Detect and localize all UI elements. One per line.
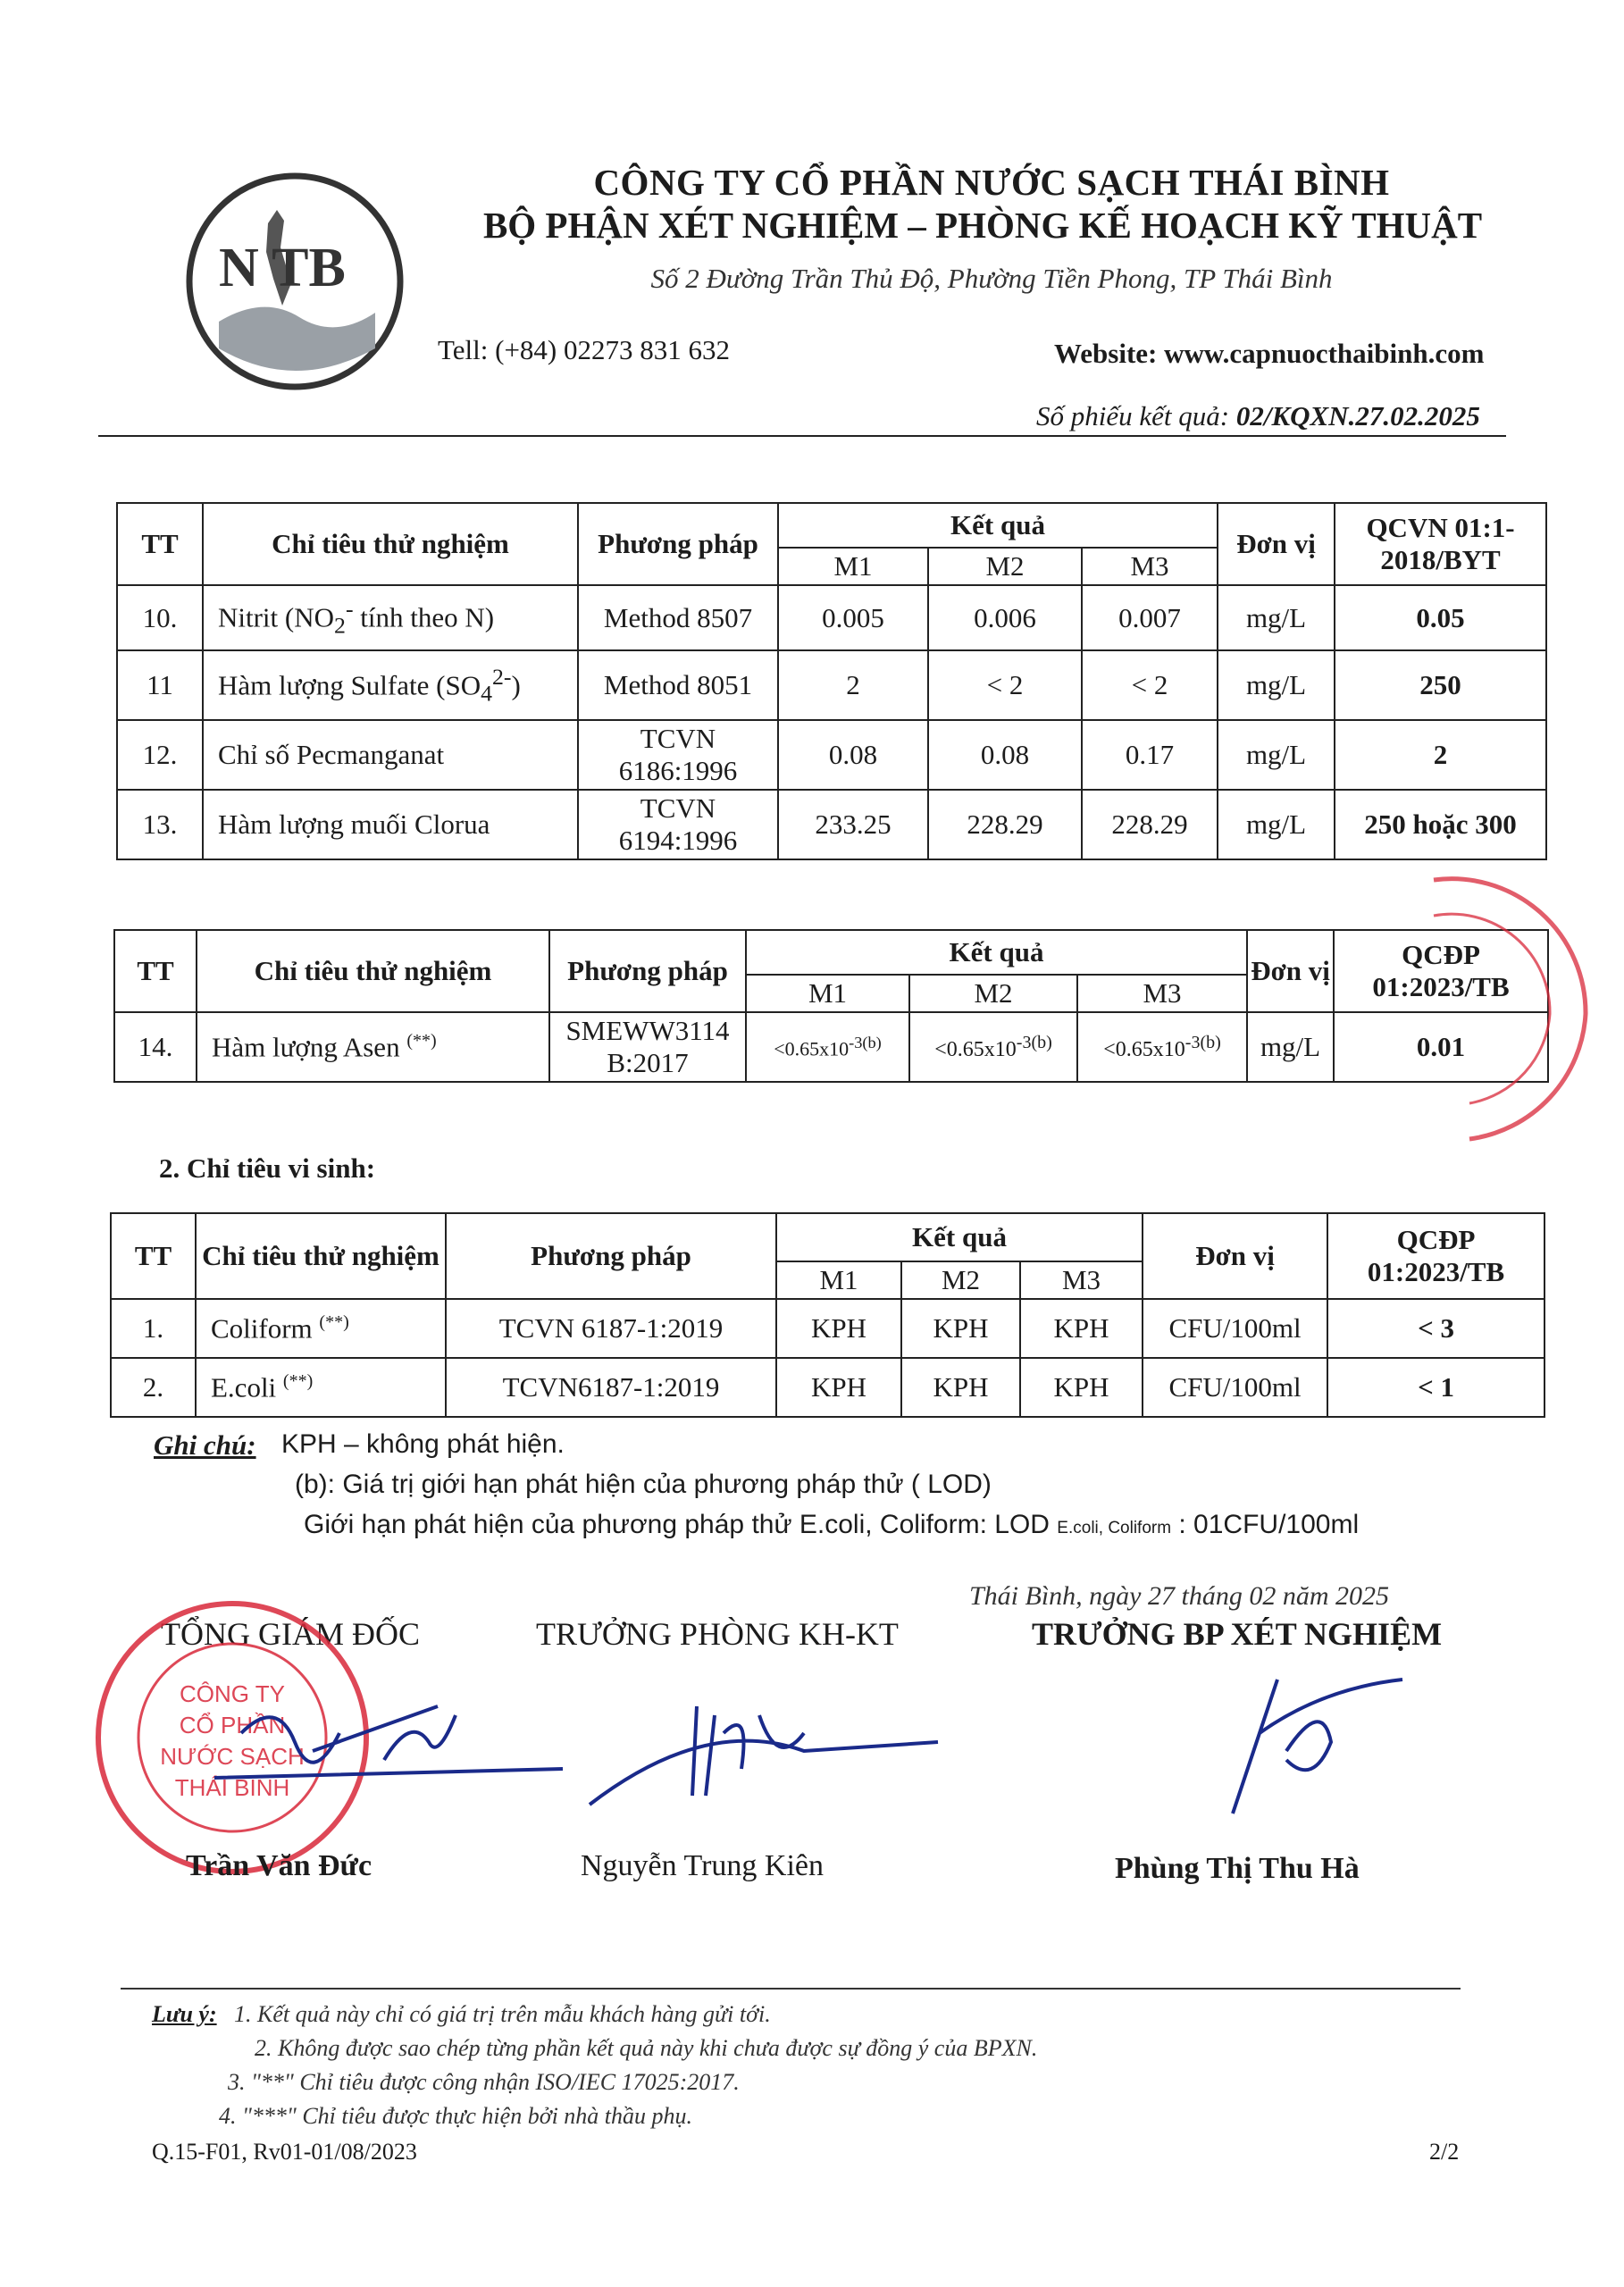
header-m2: M2 (928, 548, 1082, 585)
cell-m1: KPH (776, 1299, 901, 1358)
header-method: Phương pháp (446, 1213, 776, 1299)
header-tt: TT (117, 503, 203, 585)
cell-parameter: Hàm lượng Asen (**) (197, 1012, 549, 1082)
cell-m3: 0.17 (1082, 720, 1218, 790)
micro-section-heading: 2. Chỉ tiêu vi sinh: (159, 1152, 376, 1184)
cell-parameter: Hàm lượng Sulfate $(SO_4^{2-})$ (203, 650, 578, 720)
cell-tt: 1. (111, 1299, 196, 1358)
cell-m2: 228.29 (928, 790, 1082, 859)
note-lod-limit (304, 1510, 1359, 1540)
result-number (1036, 400, 1480, 432)
signature-head-kh-kt (572, 1680, 947, 1814)
table-row (111, 1299, 1544, 1358)
form-code: Q.15-F01, Rv01-01/08/2023 (152, 2139, 417, 2165)
header-divider (98, 435, 1506, 437)
company-tel: Tell: (+84) 02273 831 632 (438, 334, 730, 365)
cell-m2: < 2 (928, 650, 1082, 720)
footnote-4: 4. "***" Chỉ tiêu được thực hiện bởi nhà thầu phụ. (219, 2103, 693, 2129)
microbiology-results-table (110, 1212, 1545, 1418)
signer-title-head-lab: TRƯỞNG BP XÉT NGHIỆM (1032, 1616, 1443, 1652)
arsenic-results-table (113, 929, 1549, 1083)
company-address: Số 2 Đường Trần Thủ Độ, Phường Tiền Phong, TP Thái Bình (650, 263, 1333, 294)
table-row (117, 790, 1546, 859)
footnote-2: 2. Không được sao chép từng phần kết quả này khi chưa được sự đồng ý của BPXN. (255, 2035, 1038, 2061)
cell-m2: KPH (901, 1358, 1020, 1417)
cell-m2: $<0.65x10^{-3(b)}$ (909, 1012, 1077, 1082)
header-parameter: Chỉ tiêu thử nghiệm (203, 503, 578, 585)
header-m1: M1 (776, 1261, 901, 1299)
cell-parameter: Hàm lượng muối Clorua (203, 790, 578, 859)
cell-tt: 2. (111, 1358, 196, 1417)
cell-m1: 233.25 (778, 790, 928, 859)
cell-parameter: Chỉ số Pecmanganat (203, 720, 578, 790)
result-number-label: Số phiếu kết quả: (1036, 400, 1230, 431)
signer-title-head-kh-kt: TRƯỞNG PHÒNG KH-KT (536, 1616, 899, 1652)
header-parameter: Chỉ tiêu thử nghiệm (196, 1213, 446, 1299)
signer-name-director: Trần Văn Đức (186, 1849, 373, 1882)
note-lod-text: Giới hạn phát hiện của phương pháp thử E.coli, Coliform: LOD (304, 1510, 1050, 1539)
header-m3: M3 (1020, 1261, 1143, 1299)
cell-tt: 14. (114, 1012, 197, 1082)
table-row (117, 650, 1546, 720)
result-number-value: 02/KQXN.27.02.2025 (1235, 400, 1480, 431)
note-kph: KPH – không phát hiện. (281, 1429, 565, 1459)
cell-method: Method 8051 (578, 650, 778, 720)
cell-m1: KPH (776, 1358, 901, 1417)
header-method: Phương pháp (578, 503, 778, 585)
footnote-1: 1. Kết quả này chỉ có giá trị trên mẫu khách hàng gửi tới. (234, 2001, 771, 2027)
cell-m3: 0.007 (1082, 585, 1218, 650)
header-method: Phương pháp (549, 930, 746, 1012)
note-lod-subscript: E.coli, Coliform (1057, 1519, 1172, 1537)
cell-tt: 12. (117, 720, 203, 790)
cell-method: TCVN 6194:1996 (578, 790, 778, 859)
company-name: CÔNG TY CỔ PHẦN NƯỚC SẠCH THÁI BÌNH (593, 162, 1390, 203)
table-row (117, 585, 1546, 650)
svg-text:NƯỚC SẠCH: NƯỚC SẠCH (160, 1743, 305, 1770)
cell-m3: KPH (1020, 1299, 1143, 1358)
department-name: BỘ PHẬN XÉT NGHIỆM – PHÒNG KẾ HOẠCH KỸ THUẬT (482, 205, 1483, 246)
header-m2: M2 (909, 975, 1077, 1012)
header-result: Kết quả (778, 503, 1218, 548)
table-row (111, 1358, 1544, 1417)
cell-standard: 250 (1335, 650, 1546, 720)
header-standard: QCĐP 01:2023/TB (1327, 1213, 1544, 1299)
header-result: Kết quả (776, 1213, 1143, 1261)
note-lod-value: : 01CFU/100ml (1178, 1510, 1360, 1539)
cell-m3: $<0.65x10^{-3(b)}$ (1077, 1012, 1247, 1082)
header-result: Kết quả (746, 930, 1247, 975)
cell-m2: KPH (901, 1299, 1020, 1358)
cell-method: TCVN6187-1:2019 (446, 1358, 776, 1417)
header-unit: Đơn vị (1247, 930, 1334, 1012)
cell-standard: 250 hoặc 300 (1335, 790, 1546, 859)
header-tt: TT (111, 1213, 196, 1299)
cell-method: TCVN 6187-1:2019 (446, 1299, 776, 1358)
svg-text:CỔ PHẦN: CỔ PHẦN (179, 1712, 286, 1738)
note-lod: (b): Giá trị giới hạn phát hiện của phương pháp thử ( LOD) (295, 1470, 992, 1499)
footer-divider (121, 1988, 1461, 1990)
cell-method: TCVN 6186:1996 (578, 720, 778, 790)
seal-stamp-partial (1416, 871, 1595, 1148)
header-m1: M1 (778, 548, 928, 585)
header-m3: M3 (1077, 975, 1247, 1012)
cell-parameter: Coliform (**) (196, 1299, 446, 1358)
cell-unit: mg/L (1218, 790, 1335, 859)
cell-m1: 2 (778, 650, 928, 720)
signature-date: Thái Bình, ngày 27 tháng 02 năm 2025 (969, 1581, 1389, 1611)
table-row (114, 1012, 1548, 1082)
cell-tt: 13. (117, 790, 203, 859)
cell-m3: 228.29 (1082, 790, 1218, 859)
header-parameter: Chỉ tiêu thử nghiệm (197, 930, 549, 1012)
signer-title-director: TỔNG GIÁM ĐỐC (161, 1616, 420, 1652)
signer-name-head-lab: Phùng Thị Thu Hà (1115, 1852, 1360, 1885)
header-m3: M3 (1082, 548, 1218, 585)
cell-unit: CFU/100ml (1143, 1299, 1327, 1358)
signer-name-head-kh-kt: Nguyễn Trung Kiên (581, 1849, 825, 1882)
header-unit: Đơn vị (1143, 1213, 1327, 1299)
cell-tt: 10. (117, 585, 203, 650)
signature-director (205, 1680, 581, 1814)
cell-unit: mg/L (1218, 650, 1335, 720)
logo-letters: N TB (219, 238, 346, 298)
cell-method: Method 8507 (578, 585, 778, 650)
cell-m2: 0.006 (928, 585, 1082, 650)
company-website: Website: www.capnuocthaibinh.com (1054, 338, 1485, 369)
cell-standard: 0.05 (1335, 585, 1546, 650)
cell-method: SMEWW3114 B:2017 (549, 1012, 746, 1082)
header-standard: QCĐP 01:2023/TB (1334, 930, 1548, 1012)
header-standard: QCVN 01:1-2018/BYT (1335, 503, 1546, 585)
chemical-results-table (116, 502, 1547, 860)
signature-head-lab (1179, 1662, 1447, 1822)
page-number: 2/2 (1429, 2139, 1460, 2165)
cell-m3: KPH (1020, 1358, 1143, 1417)
cell-standard: < 3 (1327, 1299, 1544, 1358)
cell-m3: < 2 (1082, 650, 1218, 720)
cell-parameter: E.coli (**) (196, 1358, 446, 1417)
cell-unit: mg/L (1247, 1012, 1334, 1082)
cell-m1: $<0.65x10^{-3(b)}$ (746, 1012, 909, 1082)
header-m1: M1 (746, 975, 909, 1012)
footnote-3: 3. "**" Chỉ tiêu được công nhận ISO/IEC 17025:2017. (228, 2069, 740, 2095)
cell-m2: 0.08 (928, 720, 1082, 790)
header-tt: TT (114, 930, 197, 1012)
header-unit: Đơn vị (1218, 503, 1335, 585)
cell-standard: 0.01 (1334, 1012, 1548, 1082)
svg-text:THÁI BÌNH: THÁI BÌNH (174, 1774, 290, 1801)
cell-m1: 0.005 (778, 585, 928, 650)
cell-unit: CFU/100ml (1143, 1358, 1327, 1417)
header-m2: M2 (901, 1261, 1020, 1299)
cell-standard: 2 (1335, 720, 1546, 790)
cell-m1: 0.08 (778, 720, 928, 790)
company-logo (183, 170, 406, 393)
note-label: Ghi chú: (154, 1429, 256, 1461)
cell-unit: mg/L (1218, 720, 1335, 790)
cell-parameter: Nitrit ($NO_2^-$ tính theo N) (203, 585, 578, 650)
cell-tt: 11 (117, 650, 203, 720)
svg-text:CÔNG TY: CÔNG TY (180, 1680, 285, 1707)
cell-unit: mg/L (1218, 585, 1335, 650)
footnote-label: Lưu ý: (152, 2001, 217, 2027)
table-row (117, 720, 1546, 790)
cell-standard: < 1 (1327, 1358, 1544, 1417)
